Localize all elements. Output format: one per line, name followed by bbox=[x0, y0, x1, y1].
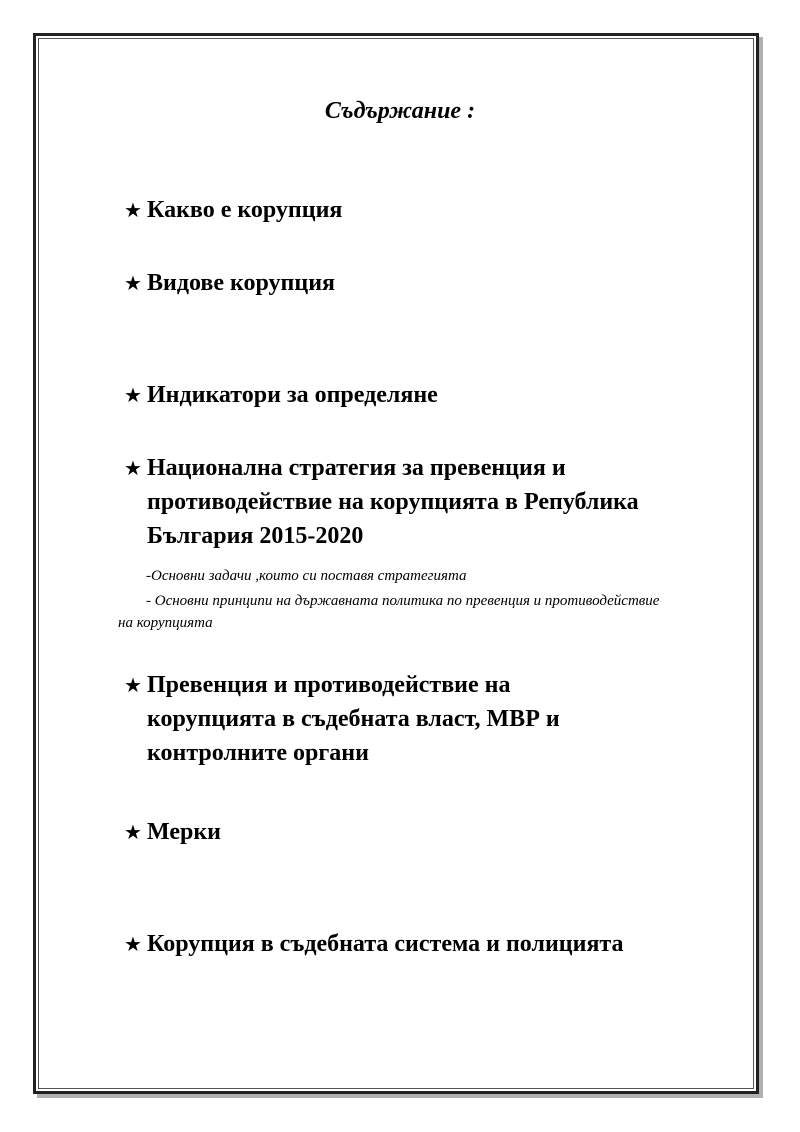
toc-item-text: Какво е корупция bbox=[147, 197, 343, 223]
star-icon: ★ bbox=[124, 271, 142, 295]
toc-item-text: Корупция в съдебната система и полицията bbox=[147, 931, 624, 957]
toc-item-7 bbox=[124, 927, 744, 961]
sub-item-1: -Основни задачи ,които си поставя стратегията bbox=[146, 568, 467, 584]
star-icon: ★ bbox=[124, 198, 142, 222]
toc-item-1 bbox=[124, 193, 724, 227]
star-icon: ★ bbox=[124, 456, 142, 480]
toc-item-text: Превенция и противодействие на корупцията в съдебната власт, МВР и контролните органи bbox=[147, 672, 560, 766]
star-icon: ★ bbox=[124, 673, 142, 697]
toc-item-4 bbox=[124, 451, 724, 553]
toc-item-text: Видове корупция bbox=[147, 270, 336, 296]
toc-item-2 bbox=[124, 266, 724, 300]
star-icon: ★ bbox=[124, 932, 142, 956]
star-icon: ★ bbox=[124, 820, 142, 844]
toc-item-text: Индикатори за определяне bbox=[147, 382, 438, 408]
toc-item-text: Мерки bbox=[147, 819, 221, 845]
toc-item-text: Национална стратегия за превенция и противодействие на корупцията в Република България 2015-2020 bbox=[147, 455, 639, 549]
toc-item-5 bbox=[124, 668, 724, 770]
sub-item-2: - Основни принципи на държавната политика по превенция и противодействие на корупцията bbox=[118, 593, 660, 631]
toc-item-6 bbox=[124, 815, 724, 849]
star-icon: ★ bbox=[124, 383, 142, 407]
page-title: Съдържание : bbox=[324, 98, 476, 124]
toc-item-3 bbox=[124, 378, 724, 412]
